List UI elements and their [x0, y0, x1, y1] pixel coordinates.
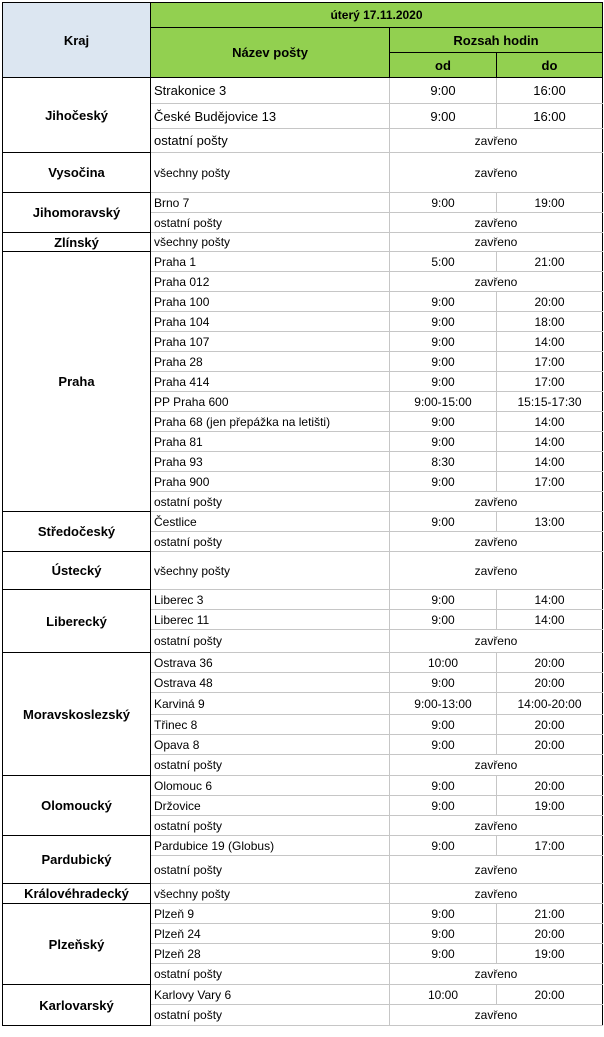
opening-time: 9:00 — [390, 836, 497, 856]
table-row — [3, 552, 603, 590]
closed-status: zavřeno — [390, 129, 603, 153]
post-name: České Budějovice 13 — [151, 104, 390, 129]
opening-time: 5:00 — [390, 252, 497, 272]
post-name: ostatní pošty — [151, 129, 390, 153]
table-row — [3, 653, 603, 673]
opening-time: 9:00 — [390, 412, 497, 432]
closing-time: 20:00 — [497, 673, 603, 693]
closed-status: zavřeno — [390, 213, 603, 233]
region-name: Královéhradecký — [3, 884, 151, 904]
table-row — [3, 252, 603, 272]
from-column-header: od — [390, 53, 497, 78]
post-name: Pardubice 19 (Globus) — [151, 836, 390, 856]
region-name: Praha — [3, 252, 151, 512]
closing-time: 14:00 — [497, 452, 603, 472]
opening-time: 9:00 — [390, 352, 497, 372]
post-name: Liberec 11 — [151, 610, 390, 630]
region-name: Pardubický — [3, 836, 151, 884]
opening-time: 9:00 — [390, 673, 497, 693]
post-name: všechny pošty — [151, 884, 390, 904]
post-name: ostatní pošty — [151, 856, 390, 884]
opening-time: 9:00-13:00 — [390, 693, 497, 715]
opening-time: 8:30 — [390, 452, 497, 472]
closing-time: 17:00 — [497, 372, 603, 392]
date-header: úterý 17.11.2020 — [151, 3, 603, 28]
post-name: Plzeň 9 — [151, 904, 390, 924]
opening-time: 10:00 — [390, 985, 497, 1005]
opening-time: 9:00 — [390, 610, 497, 630]
opening-time: 9:00 — [390, 332, 497, 352]
closed-status: zavřeno — [390, 532, 603, 552]
region-name: Olomoucký — [3, 776, 151, 836]
post-name: Liberec 3 — [151, 590, 390, 610]
post-name: ostatní pošty — [151, 532, 390, 552]
post-name: Praha 104 — [151, 312, 390, 332]
post-name: všechny pošty — [151, 233, 390, 252]
closed-status: zavřeno — [390, 856, 603, 884]
opening-time: 9:00 — [390, 715, 497, 735]
table-row — [3, 884, 603, 904]
closing-time: 20:00 — [497, 924, 603, 944]
closing-time: 19:00 — [497, 944, 603, 964]
closing-time: 20:00 — [497, 735, 603, 755]
to-column-header: do — [497, 53, 603, 78]
table-row — [3, 590, 603, 610]
opening-time: 9:00 — [390, 590, 497, 610]
closing-time: 21:00 — [497, 252, 603, 272]
opening-time: 9:00 — [390, 472, 497, 492]
post-name: Ostrava 48 — [151, 673, 390, 693]
post-name: ostatní pošty — [151, 1005, 390, 1026]
post-name: Brno 7 — [151, 193, 390, 213]
post-name: Praha 28 — [151, 352, 390, 372]
table-row — [3, 193, 603, 213]
table-row — [3, 512, 603, 532]
closing-time: 20:00 — [497, 776, 603, 796]
post-name-column-header: Název pošty — [151, 28, 390, 78]
closing-time: 15:15-17:30 — [497, 392, 603, 412]
region-name: Jihočeský — [3, 78, 151, 153]
closing-time: 19:00 — [497, 193, 603, 213]
post-name: Karlovy Vary 6 — [151, 985, 390, 1005]
closing-time: 14:00 — [497, 412, 603, 432]
closing-time: 17:00 — [497, 836, 603, 856]
closing-time: 16:00 — [497, 78, 603, 104]
closed-status: zavřeno — [390, 816, 603, 836]
closing-time: 20:00 — [497, 985, 603, 1005]
closed-status: zavřeno — [390, 492, 603, 512]
opening-time: 9:00-15:00 — [390, 392, 497, 412]
opening-time: 9:00 — [390, 312, 497, 332]
closing-time: 14:00-20:00 — [497, 693, 603, 715]
closing-time: 14:00 — [497, 610, 603, 630]
closing-time: 20:00 — [497, 653, 603, 673]
closing-time: 14:00 — [497, 590, 603, 610]
closed-status: zavřeno — [390, 884, 603, 904]
table-body — [3, 78, 603, 1026]
region-name: Ústecký — [3, 552, 151, 590]
opening-time: 10:00 — [390, 653, 497, 673]
closing-time: 13:00 — [497, 512, 603, 532]
post-name: Praha 93 — [151, 452, 390, 472]
closed-status: zavřeno — [390, 755, 603, 776]
opening-time: 9:00 — [390, 776, 497, 796]
post-name: Praha 81 — [151, 432, 390, 452]
region-column-header: Kraj — [3, 3, 151, 78]
closing-time: 20:00 — [497, 292, 603, 312]
post-name: Praha 414 — [151, 372, 390, 392]
table-row — [3, 776, 603, 796]
post-name: Karviná 9 — [151, 693, 390, 715]
region-name: Středočeský — [3, 512, 151, 552]
post-name: ostatní pošty — [151, 492, 390, 512]
opening-time: 9:00 — [390, 512, 497, 532]
closing-time: 18:00 — [497, 312, 603, 332]
post-name: Ostrava 36 — [151, 653, 390, 673]
opening-time: 9:00 — [390, 735, 497, 755]
post-name: Strakonice 3 — [151, 78, 390, 104]
opening-time: 9:00 — [390, 796, 497, 816]
region-name: Vysočina — [3, 153, 151, 193]
post-name: Čestlice — [151, 512, 390, 532]
opening-time: 9:00 — [390, 924, 497, 944]
table-row — [3, 153, 603, 193]
closing-time: 19:00 — [497, 796, 603, 816]
post-name: ostatní pošty — [151, 755, 390, 776]
post-name: Praha 012 — [151, 272, 390, 292]
opening-time: 9:00 — [390, 193, 497, 213]
closing-time: 16:00 — [497, 104, 603, 129]
table-row — [3, 78, 603, 104]
closing-time: 21:00 — [497, 904, 603, 924]
table-row — [3, 836, 603, 856]
post-name: všechny pošty — [151, 153, 390, 193]
table-row — [3, 985, 603, 1005]
post-name: Třinec 8 — [151, 715, 390, 735]
region-name: Zlínský — [3, 233, 151, 252]
closing-time: 17:00 — [497, 352, 603, 372]
post-name: Držovice — [151, 796, 390, 816]
post-name: ostatní pošty — [151, 816, 390, 836]
post-name: Praha 107 — [151, 332, 390, 352]
closed-status: zavřeno — [390, 630, 603, 653]
closing-time: 14:00 — [497, 432, 603, 452]
post-name: PP Praha 600 — [151, 392, 390, 412]
closed-status: zavřeno — [390, 233, 603, 252]
opening-time: 9:00 — [390, 104, 497, 129]
opening-time: 9:00 — [390, 432, 497, 452]
region-name: Jihomoravský — [3, 193, 151, 233]
post-name: ostatní pošty — [151, 630, 390, 653]
table-row — [3, 904, 603, 924]
opening-time: 9:00 — [390, 372, 497, 392]
opening-time: 9:00 — [390, 292, 497, 312]
closed-status: zavřeno — [390, 964, 603, 985]
post-name: ostatní pošty — [151, 964, 390, 985]
closing-time: 17:00 — [497, 472, 603, 492]
post-name: všechny pošty — [151, 552, 390, 590]
post-name: Praha 68 (jen přepážka na letišti) — [151, 412, 390, 432]
closed-status: zavřeno — [390, 272, 603, 292]
hours-range-header: Rozsah hodin — [390, 28, 603, 53]
opening-time: 9:00 — [390, 78, 497, 104]
post-name: Opava 8 — [151, 735, 390, 755]
table-row — [3, 233, 603, 252]
post-name: Praha 100 — [151, 292, 390, 312]
post-name: Olomouc 6 — [151, 776, 390, 796]
post-name: Plzeň 24 — [151, 924, 390, 944]
region-name: Karlovarský — [3, 985, 151, 1026]
opening-hours-table — [2, 2, 603, 1026]
post-name: Plzeň 28 — [151, 944, 390, 964]
region-name: Moravskoslezský — [3, 653, 151, 776]
opening-time: 9:00 — [390, 944, 497, 964]
region-name: Liberecký — [3, 590, 151, 653]
post-name: ostatní pošty — [151, 213, 390, 233]
region-name: Plzeňský — [3, 904, 151, 985]
closed-status: zavřeno — [390, 1005, 603, 1026]
closed-status: zavřeno — [390, 153, 603, 193]
post-name: Praha 1 — [151, 252, 390, 272]
closed-status: zavřeno — [390, 552, 603, 590]
post-name: Praha 900 — [151, 472, 390, 492]
closing-time: 20:00 — [497, 715, 603, 735]
closing-time: 14:00 — [497, 332, 603, 352]
opening-time: 9:00 — [390, 904, 497, 924]
